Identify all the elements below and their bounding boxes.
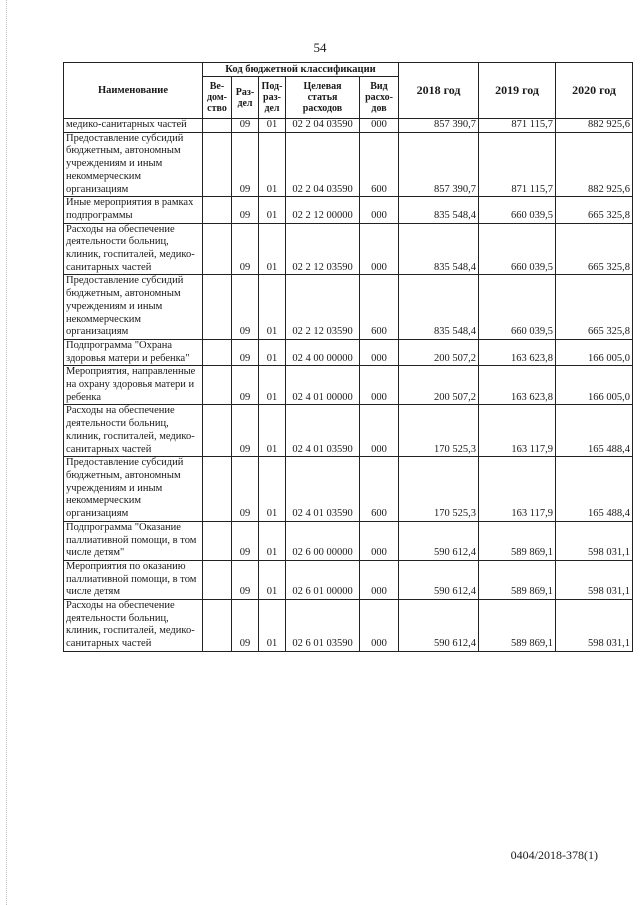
row-vedomstvo	[203, 560, 232, 599]
row-target: 02 6 01 00000	[286, 560, 360, 599]
row-target: 02 2 12 00000	[286, 197, 360, 223]
header-group: Код бюджетной классификации	[203, 63, 399, 77]
row-vid: 000	[360, 600, 399, 652]
row-name: Подпрограмма "Охрана здоровья матери и ребенка"	[64, 339, 203, 365]
row-2018: 170 525,3	[399, 457, 479, 522]
table-row	[64, 405, 633, 457]
row-target: 02 6 01 03590	[286, 600, 360, 652]
row-2018: 590 612,4	[399, 521, 479, 560]
row-vid: 000	[360, 405, 399, 457]
row-target: 02 4 01 03590	[286, 457, 360, 522]
row-2019: 163 623,8	[479, 339, 556, 365]
row-2018: 857 390,7	[399, 132, 479, 197]
row-2020: 665 325,8	[556, 223, 633, 275]
row-name: медико-санитарных частей	[64, 119, 203, 133]
row-2020: 598 031,1	[556, 521, 633, 560]
row-target: 02 2 12 03590	[286, 223, 360, 275]
row-vid: 000	[360, 197, 399, 223]
row-target: 02 4 01 00000	[286, 366, 360, 405]
row-razdel: 09	[232, 366, 259, 405]
header-2020: 2020 год	[556, 63, 633, 119]
row-vedomstvo	[203, 366, 232, 405]
row-2019: 660 039,5	[479, 223, 556, 275]
row-2019: 163 623,8	[479, 366, 556, 405]
row-vid: 600	[360, 457, 399, 522]
row-2019: 660 039,5	[479, 275, 556, 340]
row-2019: 660 039,5	[479, 197, 556, 223]
budget-table	[63, 62, 633, 652]
table-row	[64, 600, 633, 652]
header-podrazdel: Под-раз-дел	[259, 77, 286, 119]
row-vedomstvo	[203, 119, 232, 133]
row-podrazdel: 01	[259, 600, 286, 652]
row-razdel: 09	[232, 132, 259, 197]
row-vid: 000	[360, 521, 399, 560]
row-2019: 589 869,1	[479, 600, 556, 652]
row-podrazdel: 01	[259, 339, 286, 365]
table-row	[64, 197, 633, 223]
row-podrazdel: 01	[259, 119, 286, 133]
row-2020: 166 005,0	[556, 339, 633, 365]
row-vedomstvo	[203, 405, 232, 457]
row-name: Подпрограмма "Оказание паллиативной помощи, в том числе детям"	[64, 521, 203, 560]
table-row	[64, 560, 633, 599]
row-vedomstvo	[203, 197, 232, 223]
row-vedomstvo	[203, 223, 232, 275]
row-vid: 000	[360, 223, 399, 275]
table-row	[64, 366, 633, 405]
row-podrazdel: 01	[259, 197, 286, 223]
row-razdel: 09	[232, 119, 259, 133]
row-vedomstvo	[203, 521, 232, 560]
header-2018: 2018 год	[399, 63, 479, 119]
header-target: Целевая статья расходов	[286, 77, 360, 119]
row-2020: 165 488,4	[556, 405, 633, 457]
row-name: Мероприятия, направленные на охрану здоровья матери и ребенка	[64, 366, 203, 405]
row-2019: 871 115,7	[479, 119, 556, 133]
row-podrazdel: 01	[259, 560, 286, 599]
table-row	[64, 275, 633, 340]
table-row	[64, 521, 633, 560]
table-row	[64, 223, 633, 275]
row-2020: 598 031,1	[556, 560, 633, 599]
row-name: Расходы на обеспечение деятельности больниц, клиник, госпиталей, медико-санитарных частей	[64, 600, 203, 652]
row-vedomstvo	[203, 339, 232, 365]
row-2019: 163 117,9	[479, 457, 556, 522]
row-podrazdel: 01	[259, 521, 286, 560]
row-2018: 835 548,4	[399, 197, 479, 223]
row-vid: 000	[360, 339, 399, 365]
table-row	[64, 119, 633, 133]
row-2020: 598 031,1	[556, 600, 633, 652]
row-target: 02 4 01 03590	[286, 405, 360, 457]
row-2020: 882 925,6	[556, 119, 633, 133]
row-name: Предоставление субсидий бюджетным, автономным учреждениям и иным некоммерческим организациям	[64, 275, 203, 340]
row-2020: 165 488,4	[556, 457, 633, 522]
row-razdel: 09	[232, 339, 259, 365]
row-razdel: 09	[232, 521, 259, 560]
row-2019: 589 869,1	[479, 560, 556, 599]
row-razdel: 09	[232, 223, 259, 275]
row-2020: 882 925,6	[556, 132, 633, 197]
row-2020: 166 005,0	[556, 366, 633, 405]
table-row	[64, 339, 633, 365]
row-razdel: 09	[232, 457, 259, 522]
row-2020: 665 325,8	[556, 275, 633, 340]
row-razdel: 09	[232, 560, 259, 599]
header-vid: Вид расхо-дов	[360, 77, 399, 119]
table-row	[64, 132, 633, 197]
row-2018: 835 548,4	[399, 275, 479, 340]
row-razdel: 09	[232, 600, 259, 652]
header-vedomstvo: Ве-дом-ство	[203, 77, 232, 119]
row-2018: 857 390,7	[399, 119, 479, 133]
margin-line	[6, 0, 7, 905]
row-target: 02 2 12 03590	[286, 275, 360, 340]
row-2020: 665 325,8	[556, 197, 633, 223]
row-vedomstvo	[203, 600, 232, 652]
header-name: Наименование	[64, 63, 203, 119]
row-vid: 600	[360, 132, 399, 197]
row-name: Иные мероприятия в рамках подпрограммы	[64, 197, 203, 223]
row-target: 02 6 00 00000	[286, 521, 360, 560]
row-razdel: 09	[232, 197, 259, 223]
header-razdel: Раз-дел	[232, 77, 259, 119]
row-podrazdel: 01	[259, 132, 286, 197]
row-2018: 200 507,2	[399, 366, 479, 405]
row-2018: 200 507,2	[399, 339, 479, 365]
document-code: 0404/2018-378(1)	[510, 848, 598, 862]
row-vid: 600	[360, 275, 399, 340]
row-2019: 589 869,1	[479, 521, 556, 560]
row-vedomstvo	[203, 132, 232, 197]
row-podrazdel: 01	[259, 457, 286, 522]
row-vid: 000	[360, 119, 399, 133]
row-target: 02 2 04 03590	[286, 119, 360, 133]
row-name: Мероприятия по оказанию паллиативной помощи, в том числе детям	[64, 560, 203, 599]
header-2019: 2019 год	[479, 63, 556, 119]
row-name: Предоставление субсидий бюджетным, автономным учреждениям и иным некоммерческим организациям	[64, 132, 203, 197]
row-name: Предоставление субсидий бюджетным, автономным учреждениям и иным некоммерческим организациям	[64, 457, 203, 522]
row-razdel: 09	[232, 405, 259, 457]
row-vedomstvo	[203, 457, 232, 522]
row-vid: 000	[360, 560, 399, 599]
table-row	[64, 457, 633, 522]
row-2018: 590 612,4	[399, 560, 479, 599]
row-name: Расходы на обеспечение деятельности больниц, клиник, госпиталей, медико-санитарных частей	[64, 223, 203, 275]
row-2019: 163 117,9	[479, 405, 556, 457]
row-2018: 590 612,4	[399, 600, 479, 652]
row-podrazdel: 01	[259, 223, 286, 275]
page-number: 54	[313, 40, 327, 55]
row-2018: 835 548,4	[399, 223, 479, 275]
row-podrazdel: 01	[259, 275, 286, 340]
row-razdel: 09	[232, 275, 259, 340]
row-vedomstvo	[203, 275, 232, 340]
row-2018: 170 525,3	[399, 405, 479, 457]
row-target: 02 2 04 03590	[286, 132, 360, 197]
row-target: 02 4 00 00000	[286, 339, 360, 365]
row-name: Расходы на обеспечение деятельности больниц, клиник, госпиталей, медико-санитарных частей	[64, 405, 203, 457]
row-podrazdel: 01	[259, 366, 286, 405]
row-2019: 871 115,7	[479, 132, 556, 197]
row-vid: 000	[360, 366, 399, 405]
row-podrazdel: 01	[259, 405, 286, 457]
